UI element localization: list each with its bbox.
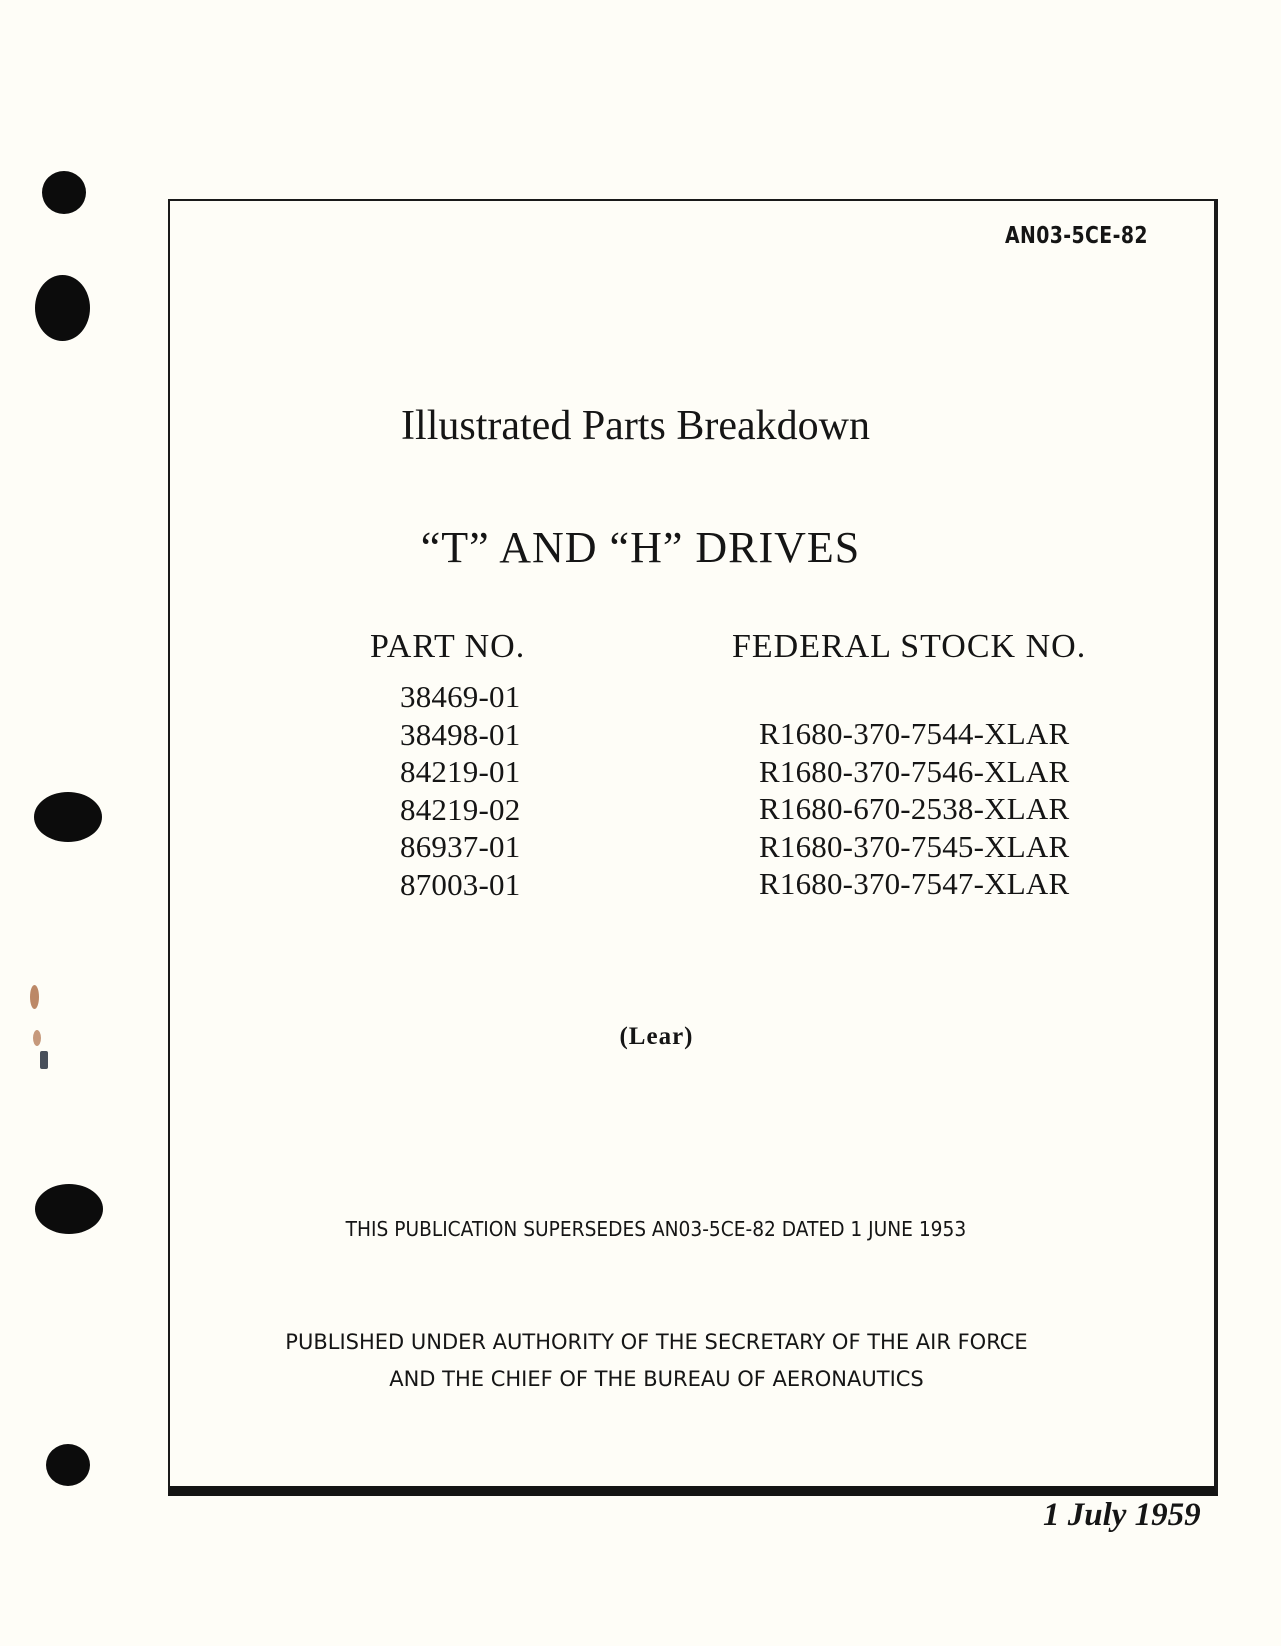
punch-hole-icon (35, 275, 90, 341)
punch-hole-icon (46, 1444, 90, 1486)
part-number: 87003-01 (400, 866, 521, 902)
authority-line-1: PUBLISHED UNDER AUTHORITY OF THE SECRETARY OF THE AIR FORCE (285, 1330, 1028, 1354)
part-number: 86937-01 (400, 829, 521, 864)
authority-line-2: AND THE CHIEF OF THE BUREAU OF AERONAUTICS (389, 1367, 924, 1391)
punch-hole-icon (34, 792, 102, 842)
manufacturer: (Lear) (619, 1023, 694, 1050)
stock-number: R1680-370-7545-XLAR (759, 828, 1070, 864)
rust-stain (30, 985, 39, 1009)
stock-number: R1680-370-7547-XLAR (759, 866, 1070, 901)
punch-hole-icon (42, 171, 86, 214)
stock-number: R1680-370-7544-XLAR (759, 716, 1070, 751)
page-subtitle: “T” AND “H” DRIVES (420, 523, 861, 572)
part-number: 84219-01 (400, 754, 521, 789)
page-title (0, 402, 1281, 450)
part-number: 84219-02 (400, 791, 521, 827)
supersedes-notice: THIS PUBLICATION SUPERSEDES AN03-5CE-82 DATED 1 JUNE 1953 (345, 1217, 967, 1241)
stock-number: R1680-670-2538-XLAR (759, 791, 1070, 826)
part-number: 38469-01 (400, 679, 521, 714)
document-number: AN03-5CE-82 (1005, 223, 1148, 249)
part-no-header: PART NO. (370, 628, 526, 665)
stock-number-list (759, 715, 1069, 903)
ink-mark (40, 1051, 48, 1069)
stock-number: R1680-370-7546-XLAR (759, 753, 1070, 789)
part-number-list (400, 678, 520, 903)
title-text: Illustrated Parts Breakdown (401, 403, 870, 449)
stock-no-header: FEDERAL STOCK NO. (732, 628, 1087, 665)
publication-date: 1 July 1959 (1043, 1497, 1201, 1533)
part-number: 38498-01 (400, 716, 521, 752)
